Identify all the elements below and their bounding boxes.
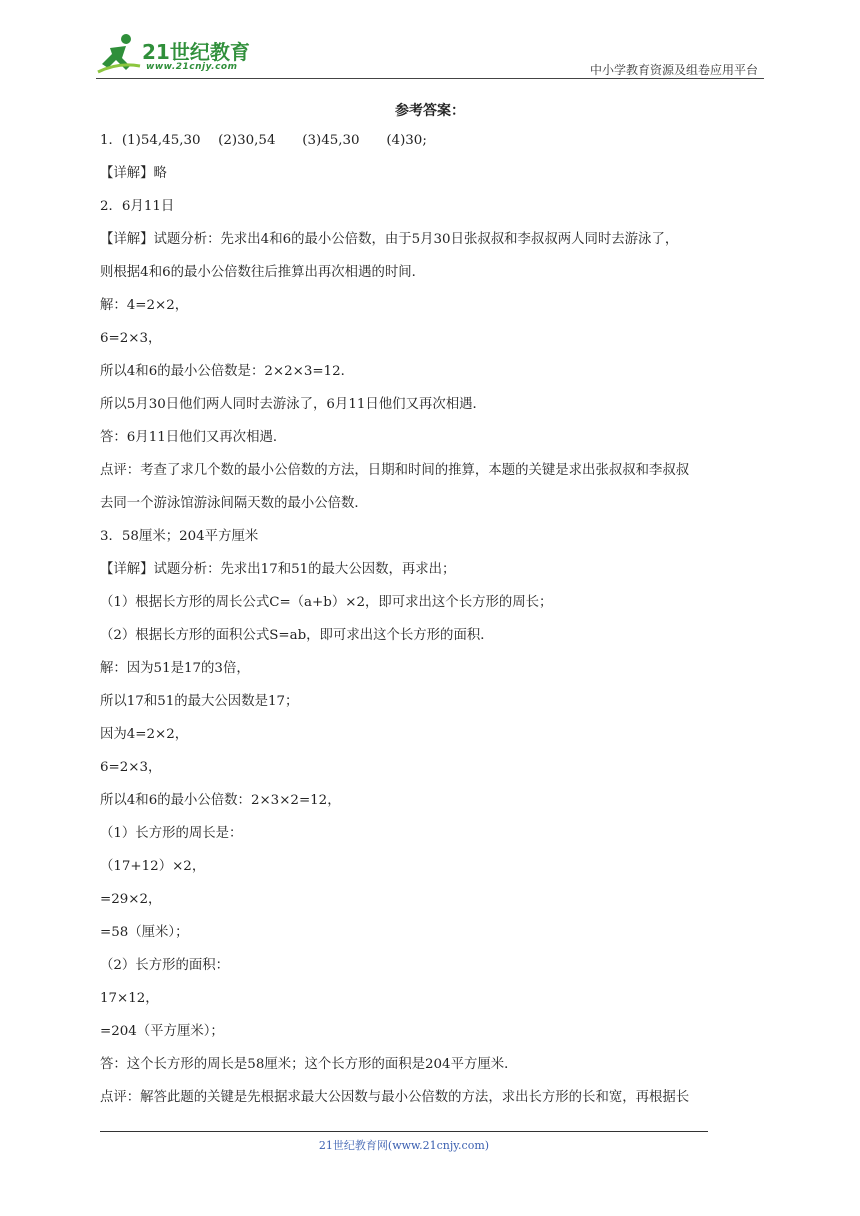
answer-body — [100, 124, 764, 1114]
answer-line: =29×2， — [100, 892, 162, 907]
answer-line: 17×12， — [100, 991, 159, 1006]
answer-line: 点评：考查了求几个数的最小公倍数的方法，日期和时间的推算，本题的关键是求出张叔叔和李叔叔 — [100, 463, 690, 478]
answer-line: =204（平方厘米）； — [100, 1024, 224, 1039]
answer-line: 所以17和51的最大公因数是17； — [100, 694, 299, 709]
page-header — [96, 30, 764, 79]
answer-line: （1）根据长方形的周长公式C=（a+b）×2，即可求出这个长方形的周长； — [100, 595, 553, 610]
answer-line: （2）根据长方形的面积公式S=ab，即可求出这个长方形的面积． — [100, 628, 494, 643]
answer-line: 所以5月30日他们两人同时去游泳了，6月11日他们又再次相遇． — [100, 397, 486, 412]
running-figure-icon — [96, 32, 142, 76]
answer-line: 【详解】略 — [100, 166, 167, 181]
answer-line: （17+12）×2， — [100, 859, 206, 874]
answer-line: 6=2×3， — [100, 760, 162, 775]
answer-line: 答：6月11日他们又再次相遇． — [100, 430, 287, 445]
answer-line: 【详解】试题分析：先求出17和51的最大公因数，再求出； — [100, 562, 456, 577]
answer-line: 点评：解答此题的关键是先根据求最大公因数与最小公倍数的方法，求出长方形的长和宽，再根据长 — [100, 1090, 690, 1105]
answer-line: 【详解】试题分析：先求出4和6的最小公倍数，由于5月30日张叔叔和李叔叔两人同时去游泳了， — [100, 232, 679, 247]
answer-line: 答：这个长方形的周长是58厘米；这个长方形的面积是204平方厘米． — [100, 1057, 518, 1072]
answer-line: （2）长方形的面积： — [100, 958, 230, 973]
logo-url: www.21cnjy.com — [146, 62, 238, 72]
answer-line: =58（厘米）； — [100, 925, 189, 940]
answer-line: 解：4=2×2， — [100, 298, 189, 313]
answer-line: 1．(1)54,45,30 (2)30,54 (3)45,30 (4)30; — [100, 133, 427, 148]
answer-line: 所以4和6的最小公倍数是：2×2×3=12． — [100, 364, 354, 379]
page-title: 参考答案： — [395, 103, 465, 119]
answer-line: 6=2×3， — [100, 331, 162, 346]
platform-tagline: 中小学教育资源及组卷应用平台 — [589, 63, 758, 77]
answer-line: 解：因为51是17的3倍， — [100, 661, 250, 676]
footer-link[interactable]: 21世纪教育网(www.21cnjy.com) — [318, 1139, 490, 1152]
answer-line: 所以4和6的最小公倍数：2×3×2=12， — [100, 793, 341, 808]
logo-text: 21世纪教育 — [142, 40, 250, 64]
footer-divider — [100, 1131, 708, 1132]
site-logo[interactable] — [96, 30, 266, 76]
answer-line: 因为4=2×2， — [100, 727, 189, 742]
answer-line: 去同一个游泳馆游泳间隔天数的最小公倍数． — [100, 496, 368, 511]
answer-line: （1）长方形的周长是： — [100, 826, 243, 841]
answer-line: 2．6月11日 — [100, 199, 175, 214]
answer-line: 3．58厘米；204平方厘米 — [100, 529, 259, 544]
answer-line: 则根据4和6的最小公倍数往后推算出再次相遇的时间． — [100, 265, 426, 280]
